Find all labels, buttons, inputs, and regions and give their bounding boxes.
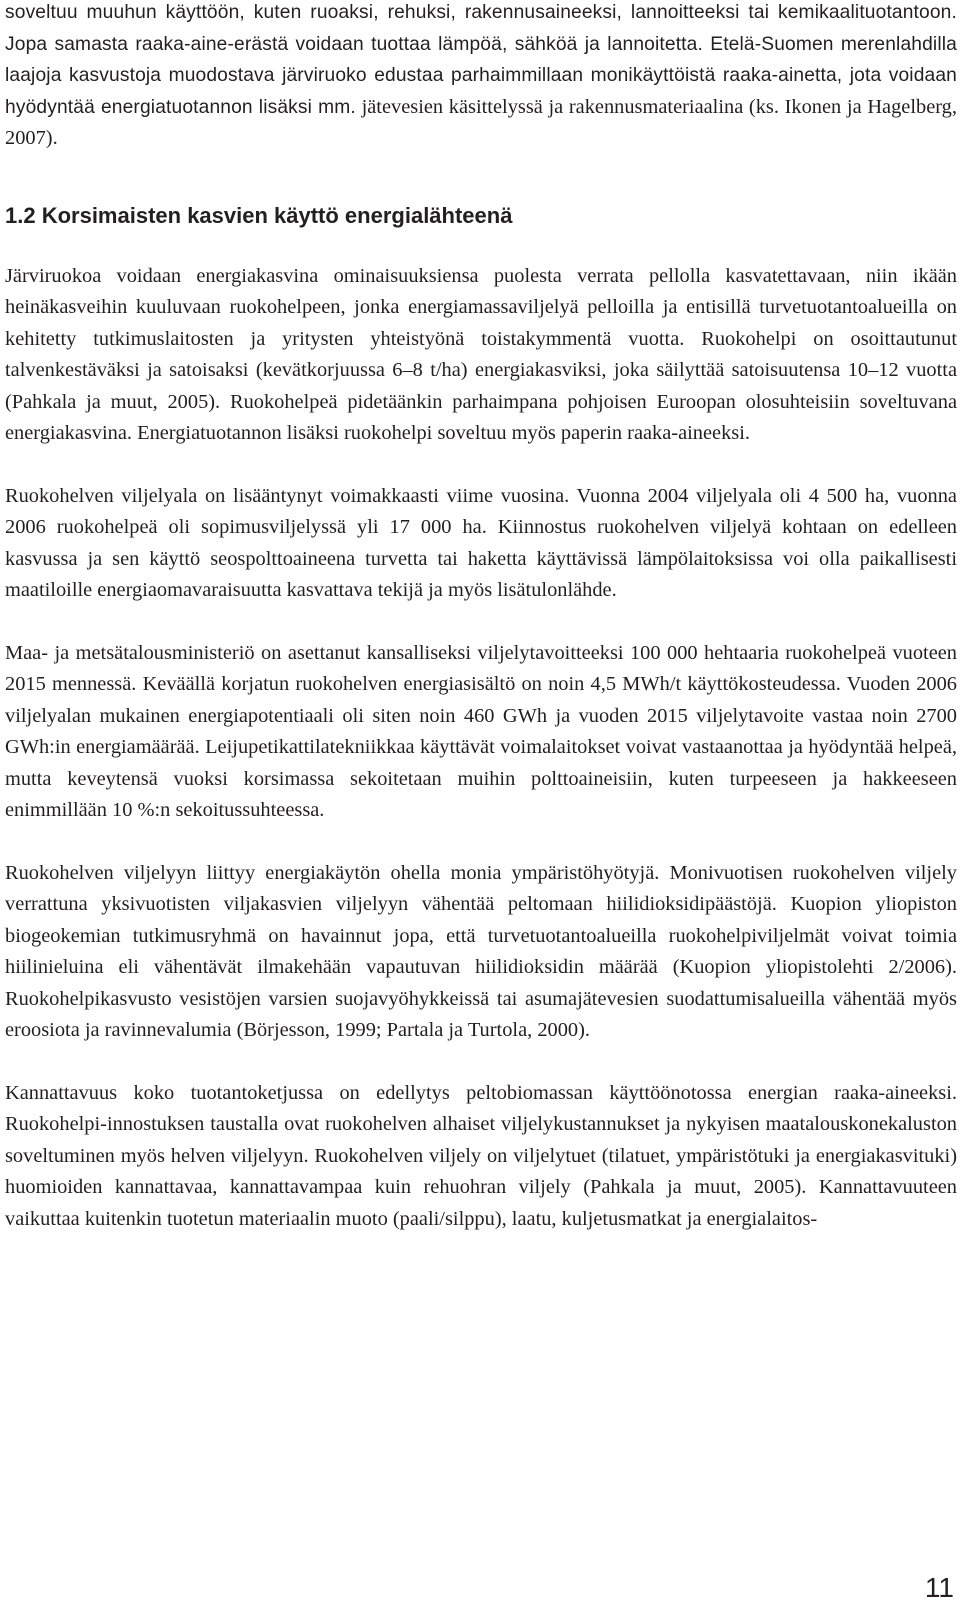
paragraph-5: Kannattavuus koko tuotantoketjussa on edellytys peltobiomassan käyttöönotossa energian raaka-aineeksi. Ruokohelpi-innostuksen taustalla ovat ruokohelven alhaiset viljelykustannukset ja nykyisen maatalouskonekaluston soveltuminen myös helven viljelyyn. Ruokohelven viljely on viljelytuet (tilatuet, ympäristötuki ja energiakasvituki) huomioiden kannattavaa, kannattavampaa kuin rehuohran viljely (Pahkala ja muut, 2005). Kannattavuuteen vaikuttaa kuitenkin tuotetun materiaalin muoto (paali/silppu), laatu, kuljetusmatkat ja energialaitos-: [5, 1081, 957, 1230]
intro-serif-text: jätevesien käsittelyssä ja rakennusmateriaalina (ks. Ikonen ja Hagelberg, 2007).: [5, 95, 957, 149]
paragraph-3: Maa- ja metsätalousministeriö on asettanut kansalliseksi viljelytavoitteeksi 100 000 hehtaaria ruokohelpeä vuoteen 2015 mennessä. Keväällä korjatun ruokohelven energiasisältö on noin 4,5 MWh/t käyttökosteudessa. Vuoden 2006 viljelyalan mukainen energiapotentiaali oli siten noin 460 GWh ja vuoden 2015 viljelytavoite vastaa noin 2700 GWh:in energiamäärää. Leijupetikattilatekniikkaa käyttävät voimalaitokset voivat vastaanottaa ja hyödyntää helpeä, mutta keveytensä vuoksi korsimassa sekoitetaan muihin polttoaineisiin, kuten turpeeseen ja hakkeeseen enimmillään 10 %:n sekoitussuhteessa.: [5, 641, 957, 821]
intro-paragraph: [5, 0, 957, 155]
paragraph-2: Ruokohelven viljelyala on lisääntynyt voimakkaasti viime vuosina. Vuonna 2004 viljelyala oli 4 500 ha, vuonna 2006 ruokohelpeä oli sopimusviljelyssä yli 17 000 ha. Kiinnostus ruokohelven viljelyä kohtaan on edelleen kasvussa ja sen käyttö seospolttoaineena turvetta tai haketta käyttävissä lämpölaitoksissa voi olla paikallisesti maatiloille energiaomavaraisuutta kasvattava tekijä ja myös lisätulonlähde.: [5, 484, 957, 601]
section-heading: 1.2 Korsimaisten kasvien käyttö energialähteenä: [5, 202, 513, 228]
page-number: 11: [924, 1572, 954, 1603]
document-page: [5, 0, 957, 1235]
paragraph-4: Ruokohelven viljelyyn liittyy energiakäytön ohella monia ympäristöhyötyjä. Monivuotisen ruokohelven viljely verrattuna yksivuotisten viljakasvien viljelyyn vähentää peltomaan hiilidioksidipäästöjä. Kuopion yliopiston biogeokemian tutkimusryhmä on havainnut jopa, että turvetuotantoalueilla ruokohelpiviljelmät voivat toimia hiilinieluina eli vähentävät ilmakehään vapautuvan hiilidioksidin määrää (Kuopion yliopistolehti 2/2006). Ruokohelpikasvusto vesistöjen varsien suojavyöhykkeissä tai asumajätevesien suodattumisalueilla vähentää myös eroosiota ja ravinnevalumia (Börjesson, 1999; Partala ja Turtola, 2000).: [5, 861, 957, 1041]
paragraph-1: Järviruokoa voidaan energiakasvina ominaisuuksiensa puolesta verrata pellolla kasvatettavaan, niin ikään heinäkasveihin kuuluvaan ruokohelpeen, jonka energiamassaviljelyä pelloilla ja entisillä turvetuotantoalueilla on kehitetty tutkimuslaitosten ja yritysten yhteistyönä toistakymmentä vuotta. Ruokohelpi on osoittautunut talvenkestäväksi ja satoisaksi (kevätkorjuussa 6–8 t/ha) energiakasviksi, joka säilyttää satoisuutensa 10–12 vuotta (Pahkala ja muut, 2005). Ruokohelpeä pidetäänkin parhaimpana pohjoisen Euroopan olosuhteisiin soveltuvana energiakasvina. Energiatuotannon lisäksi ruokohelpi soveltuu myös paperin raaka-aineeksi.: [5, 264, 957, 444]
intro-sans-text: soveltuu muuhun käyttöön, kuten ruoaksi, rehuksi, rakennusaineeksi, lannoitteeksi tai kemikaalituotantoon. Jopa samasta raaka-aine-erästä voidaan tuottaa lämpöä, sähköä ja lannoitetta. Etelä-Suomen merenlahdilla laajoja kasvustoja muodostava järviruoko edustaa parhaimmillaan monikäyttöistä raaka-ainetta, jota voidaan hyödyntää energiatuotannon lisäksi mm.: [5, 2, 957, 118]
